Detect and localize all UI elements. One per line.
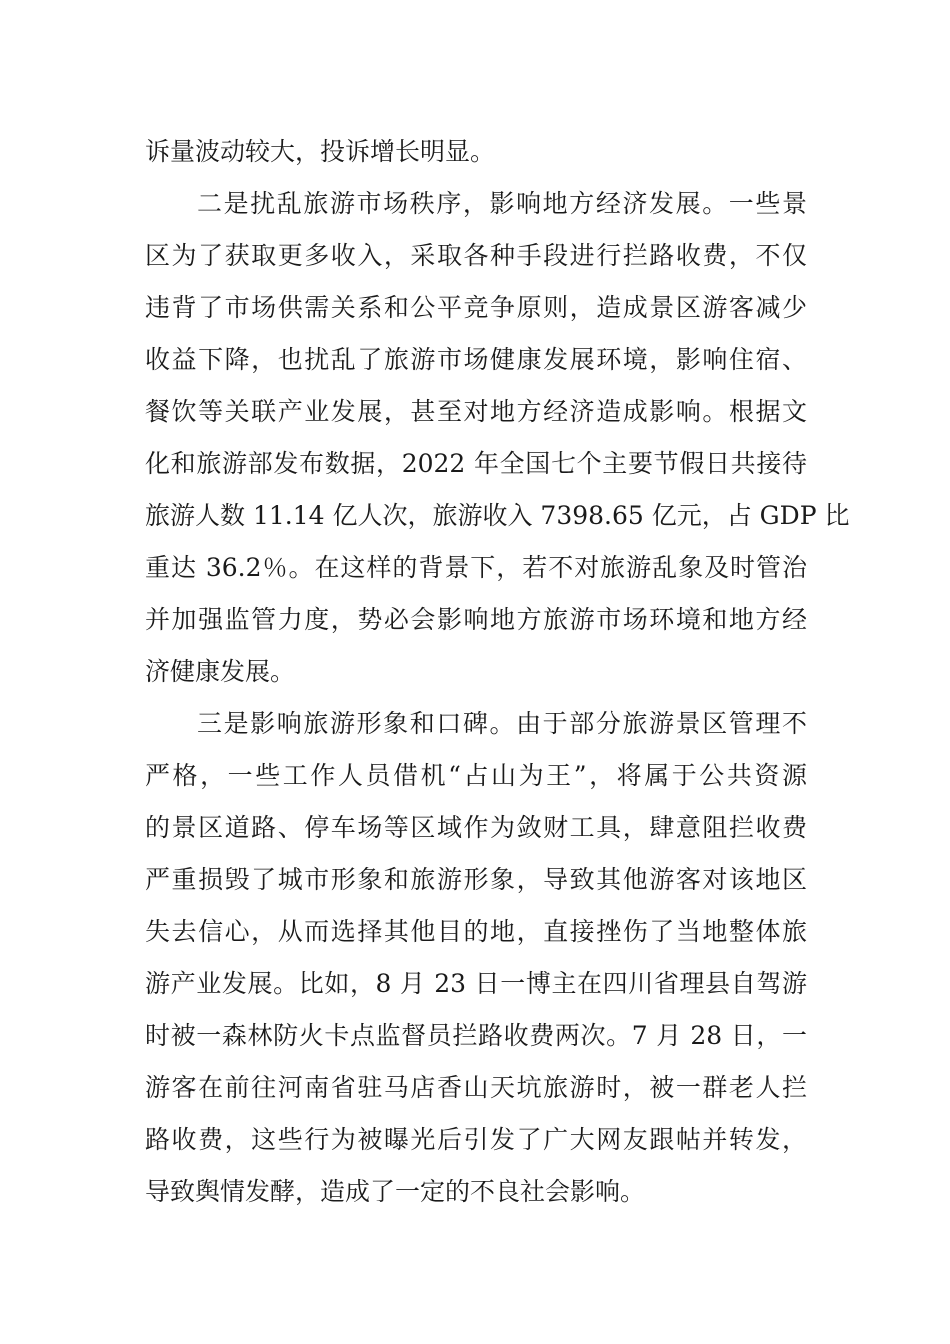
- text-line: 诉量波动较大，投诉增长明显。: [145, 137, 496, 166]
- text-line: 重达 36.2％。在这样的背景下，若不对旅游乱象及时管治: [145, 553, 807, 582]
- text-line: 济健康发展。: [145, 657, 296, 686]
- text-line: 餐饮等关联产业发展，甚至对地方经济造成影响。根据文: [145, 397, 807, 426]
- text-line: 严格，一些工作人员借机“占山为王”，将属于公共资源: [145, 761, 807, 790]
- text-line: 导致舆情发酵，造成了一定的不良社会影响。: [145, 1177, 646, 1206]
- text-line: 时被一森林防火卡点监督员拦路收费两次。7 月 28 日，一: [145, 1021, 807, 1050]
- text-line: 并加强监管力度，势必会影响地方旅游市场环境和地方经: [145, 605, 807, 634]
- text-line: 路收费，这些行为被曝光后引发了广大网友跟帖并转发，: [145, 1125, 807, 1154]
- text-line: 旅游人数 11.14 亿人次，旅游收入 7398.65 亿元，占 GDP 比: [145, 501, 850, 530]
- text-line: 的景区道路、停车场等区域作为敛财工具，肆意阻拦收费: [145, 813, 807, 842]
- paragraph-first-line: 三是影响旅游形象和口碑。由于部分旅游景区管理不: [197, 709, 807, 738]
- text-line: 违背了市场供需关系和公平竞争原则，造成景区游客减少: [145, 293, 807, 322]
- text-line: 失去信心，从而选择其他目的地，直接挫伤了当地整体旅: [145, 917, 807, 946]
- paragraph-first-line: 二是扰乱旅游市场秩序，影响地方经济发展。一些景: [197, 189, 807, 218]
- text-line: 区为了获取更多收入，采取各种手段进行拦路收费，不仅: [145, 241, 807, 270]
- text-line: 化和旅游部发布数据，2022 年全国七个主要节假日共接待: [145, 449, 807, 478]
- text-line: 严重损毁了城市形象和旅游形象，导致其他游客对该地区: [145, 865, 807, 894]
- text-line: 收益下降，也扰乱了旅游市场健康发展环境，影响住宿、: [145, 345, 807, 374]
- text-line: 游客在前往河南省驻马店香山天坑旅游时，被一群老人拦: [145, 1073, 807, 1102]
- text-line: 游产业发展。比如，8 月 23 日一博主在四川省理县自驾游: [145, 969, 807, 998]
